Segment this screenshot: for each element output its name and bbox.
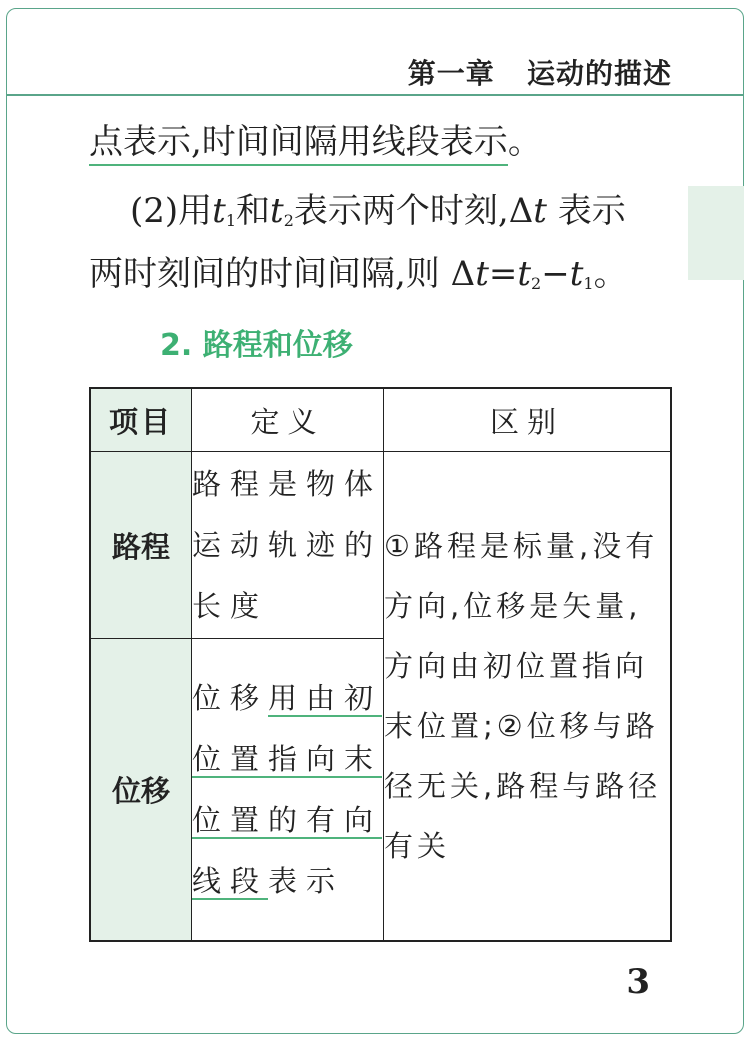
body-line-2 — [130, 191, 626, 241]
var-t: t — [533, 191, 547, 231]
var-t: t — [270, 191, 284, 231]
body-line-1 — [89, 122, 542, 162]
subscript: 2 — [283, 211, 294, 230]
section-title: 2. 路程和位移 — [160, 328, 353, 363]
minus-sign: − — [541, 254, 570, 294]
header-definition: 定义 — [192, 388, 384, 452]
subscript: 2 — [531, 274, 542, 293]
header-item: 项目 — [90, 388, 192, 452]
underlined-text: 用由初位置指向末位置的有向线段 — [192, 680, 383, 898]
table-header-row — [90, 388, 671, 452]
var-t: t — [517, 254, 532, 294]
equals-sign: = — [488, 254, 518, 294]
text-segment: 表示两个时刻, — [293, 191, 509, 231]
var-t: t — [569, 254, 584, 294]
text-segment: 表示 — [268, 863, 345, 898]
row-label-displacement: 位移 — [90, 639, 192, 942]
text-segment: 表示 — [546, 191, 626, 231]
subscript: 1 — [583, 274, 594, 293]
chapter-title: 第一章 运动的描述 — [407, 57, 672, 90]
definition-distance: 路程是物体运动轨迹的长度 — [192, 452, 384, 639]
delta-symbol: Δ — [508, 191, 534, 231]
difference-cell: ①路程是标量,没有方向,位移是矢量,方向由初位置指向末位置;②位移与路径无关,路程与路径有关 — [384, 452, 672, 942]
header-difference: 区别 — [384, 388, 672, 452]
var-t: t — [212, 191, 226, 231]
delta-symbol: Δ — [450, 254, 476, 294]
page-number: 3 — [626, 962, 650, 1002]
table-row-distance — [90, 452, 671, 639]
row-label-distance: 路程 — [90, 452, 192, 639]
side-tab — [688, 186, 744, 280]
definition-table — [89, 387, 672, 942]
text-segment: 和 — [236, 191, 271, 231]
header-rule — [6, 94, 744, 96]
body-line-3 — [89, 254, 628, 304]
subscript: 1 — [225, 211, 237, 230]
definition-displacement — [192, 639, 384, 942]
line-end: 。 — [593, 254, 628, 294]
var-t: t — [475, 254, 489, 294]
text-segment: (2)用 — [130, 191, 213, 231]
text-segment: 位移 — [192, 680, 269, 715]
text-segment: 两时刻间的时间间隔,则 — [89, 254, 451, 294]
underlined-text: 点表示,时间间隔用线段表示 — [89, 122, 508, 166]
line-end: 。 — [507, 122, 542, 162]
